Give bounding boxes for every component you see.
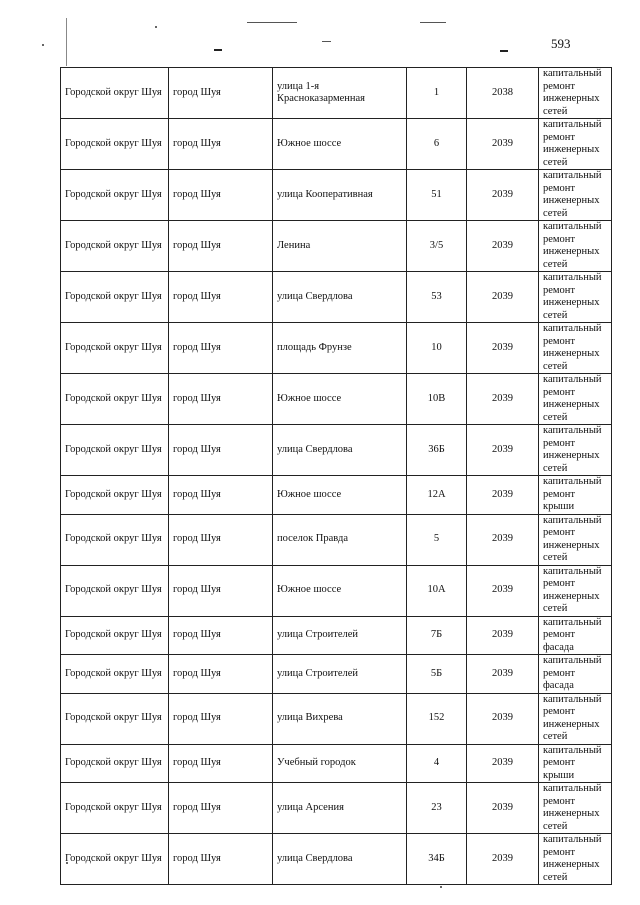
settlement-cell: город Шуя — [169, 616, 273, 655]
municipality-cell: Городской округ Шуя — [61, 272, 169, 323]
table-row — [61, 783, 612, 834]
house-number-cell: 10В — [407, 374, 467, 425]
work-type-cell: капитальный ремонт инженерных сетей — [539, 783, 612, 834]
settlement-cell: город Шуя — [169, 834, 273, 885]
work-type-cell: капитальный ремонт инженерных сетей — [539, 323, 612, 374]
house-number-cell: 12А — [407, 476, 467, 515]
street-cell: улица Арсения — [273, 783, 407, 834]
municipality-cell: Городской округ Шуя — [61, 221, 169, 272]
year-cell: 2039 — [467, 655, 539, 694]
year-cell: 2039 — [467, 514, 539, 565]
year-cell: 2039 — [467, 323, 539, 374]
street-cell: Южное шоссе — [273, 476, 407, 515]
municipality-cell: Городской округ Шуя — [61, 170, 169, 221]
work-type-cell: капитальный ремонт инженерных сетей — [539, 565, 612, 616]
year-cell: 2039 — [467, 374, 539, 425]
municipality-cell: Городской округ Шуя — [61, 425, 169, 476]
work-type-cell: капитальный ремонт фасада — [539, 655, 612, 694]
street-cell: улица Строителей — [273, 616, 407, 655]
work-type-cell: капитальный ремонт инженерных сетей — [539, 514, 612, 565]
work-type-cell: капитальный ремонт крыши — [539, 744, 612, 783]
street-cell: Учебный городок — [273, 744, 407, 783]
municipality-cell: Городской округ Шуя — [61, 693, 169, 744]
house-number-cell: 7Б — [407, 616, 467, 655]
house-number-cell: 10 — [407, 323, 467, 374]
year-cell: 2039 — [467, 221, 539, 272]
scan-artifact — [420, 22, 446, 23]
table-row — [61, 272, 612, 323]
scan-artifact — [322, 41, 331, 42]
year-cell: 2039 — [467, 425, 539, 476]
municipality-cell: Городской округ Шуя — [61, 374, 169, 425]
settlement-cell: город Шуя — [169, 221, 273, 272]
street-cell: Южное шоссе — [273, 119, 407, 170]
work-type-cell: капитальный ремонт фасада — [539, 616, 612, 655]
table-row — [61, 693, 612, 744]
table-row — [61, 834, 612, 885]
year-cell: 2039 — [467, 170, 539, 221]
street-cell: улица Строителей — [273, 655, 407, 694]
scan-artifact — [42, 44, 44, 46]
table-row — [61, 616, 612, 655]
table-row — [61, 170, 612, 221]
settlement-cell: город Шуя — [169, 272, 273, 323]
house-number-cell: 3/5 — [407, 221, 467, 272]
settlement-cell: город Шуя — [169, 655, 273, 694]
municipality-cell: Городской округ Шуя — [61, 616, 169, 655]
street-cell: улица Вихрева — [273, 693, 407, 744]
settlement-cell: город Шуя — [169, 744, 273, 783]
table-row — [61, 514, 612, 565]
municipality-cell: Городской округ Шуя — [61, 323, 169, 374]
table-row — [61, 68, 612, 119]
scan-artifact — [66, 18, 67, 66]
year-cell: 2039 — [467, 272, 539, 323]
work-type-cell: капитальный ремонт инженерных сетей — [539, 119, 612, 170]
house-number-cell: 36Б — [407, 425, 467, 476]
settlement-cell: город Шуя — [169, 68, 273, 119]
house-number-cell: 1 — [407, 68, 467, 119]
street-cell: улица Свердлова — [273, 425, 407, 476]
municipality-cell: Городской округ Шуя — [61, 744, 169, 783]
scan-artifact — [155, 26, 157, 28]
table-row — [61, 374, 612, 425]
house-number-cell: 34Б — [407, 834, 467, 885]
table-row — [61, 119, 612, 170]
street-cell: Южное шоссе — [273, 565, 407, 616]
settlement-cell: город Шуя — [169, 693, 273, 744]
street-cell: Южное шоссе — [273, 374, 407, 425]
municipality-cell: Городской округ Шуя — [61, 119, 169, 170]
street-cell: улица Свердлова — [273, 272, 407, 323]
house-number-cell: 152 — [407, 693, 467, 744]
municipality-cell: Городской округ Шуя — [61, 476, 169, 515]
registry-table — [60, 67, 612, 885]
street-cell: Ленина — [273, 221, 407, 272]
street-cell: площадь Фрунзе — [273, 323, 407, 374]
house-number-cell: 53 — [407, 272, 467, 323]
municipality-cell: Городской округ Шуя — [61, 514, 169, 565]
street-cell: улица Кооперативная — [273, 170, 407, 221]
settlement-cell: город Шуя — [169, 170, 273, 221]
scan-artifact — [247, 22, 297, 23]
municipality-cell: Городской округ Шуя — [61, 655, 169, 694]
municipality-cell: Городской округ Шуя — [61, 565, 169, 616]
municipality-cell: Городской округ Шуя — [61, 834, 169, 885]
work-type-cell: капитальный ремонт инженерных сетей — [539, 68, 612, 119]
settlement-cell: город Шуя — [169, 476, 273, 515]
settlement-cell: город Шуя — [169, 425, 273, 476]
municipality-cell: Городской округ Шуя — [61, 68, 169, 119]
year-cell: 2039 — [467, 476, 539, 515]
year-cell: 2038 — [467, 68, 539, 119]
year-cell: 2039 — [467, 744, 539, 783]
work-type-cell: капитальный ремонт инженерных сетей — [539, 272, 612, 323]
table-row — [61, 744, 612, 783]
settlement-cell: город Шуя — [169, 374, 273, 425]
table-row — [61, 565, 612, 616]
year-cell: 2039 — [467, 834, 539, 885]
page-number: 593 — [551, 36, 571, 51]
work-type-cell: капитальный ремонт инженерных сетей — [539, 221, 612, 272]
table-row — [61, 221, 612, 272]
settlement-cell: город Шуя — [169, 119, 273, 170]
work-type-cell: капитальный ремонт инженерных сетей — [539, 170, 612, 221]
table-body — [61, 68, 612, 885]
house-number-cell: 5 — [407, 514, 467, 565]
street-cell: улица Свердлова — [273, 834, 407, 885]
year-cell: 2039 — [467, 783, 539, 834]
house-number-cell: 6 — [407, 119, 467, 170]
scan-artifact — [440, 886, 442, 888]
house-number-cell: 5Б — [407, 655, 467, 694]
scan-artifact — [500, 50, 508, 52]
work-type-cell: капитальный ремонт инженерных сетей — [539, 693, 612, 744]
house-number-cell: 23 — [407, 783, 467, 834]
house-number-cell: 10А — [407, 565, 467, 616]
table-row — [61, 655, 612, 694]
work-type-cell: капитальный ремонт инженерных сетей — [539, 425, 612, 476]
house-number-cell: 51 — [407, 170, 467, 221]
municipality-cell: Городской округ Шуя — [61, 783, 169, 834]
year-cell: 2039 — [467, 119, 539, 170]
work-type-cell: капитальный ремонт инженерных сетей — [539, 834, 612, 885]
table-row — [61, 323, 612, 374]
year-cell: 2039 — [467, 693, 539, 744]
year-cell: 2039 — [467, 565, 539, 616]
table-row — [61, 425, 612, 476]
table-row — [61, 476, 612, 515]
street-cell: поселок Правда — [273, 514, 407, 565]
year-cell: 2039 — [467, 616, 539, 655]
settlement-cell: город Шуя — [169, 565, 273, 616]
settlement-cell: город Шуя — [169, 514, 273, 565]
scan-artifact — [214, 49, 222, 51]
settlement-cell: город Шуя — [169, 323, 273, 374]
work-type-cell: капитальный ремонт инженерных сетей — [539, 374, 612, 425]
street-cell: улица 1-я Красноказарменная — [273, 68, 407, 119]
work-type-cell: капитальный ремонт крыши — [539, 476, 612, 515]
house-number-cell: 4 — [407, 744, 467, 783]
settlement-cell: город Шуя — [169, 783, 273, 834]
